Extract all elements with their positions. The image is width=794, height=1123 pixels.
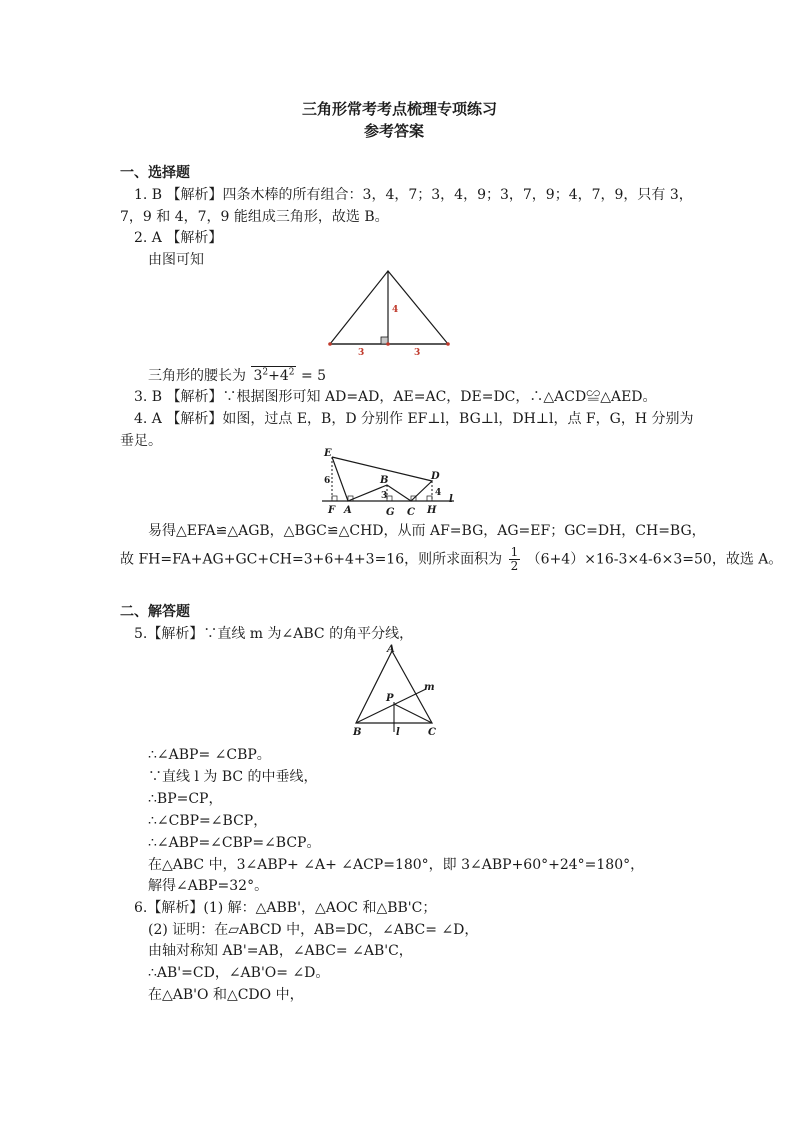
q5-step7: 解得∠ABP=32°。 — [148, 878, 269, 894]
right-base-label: 3 — [414, 348, 421, 358]
q6-line5: 在△AB'O 和△CDO 中， — [148, 987, 304, 1003]
section-answer-heading: 二、解答题 — [120, 604, 190, 620]
label-A: A — [387, 644, 395, 655]
q2-head: 2. A 【解析】 — [134, 230, 223, 246]
q1-line1: 1. B 【解析】四条木棒的所有组合：3，4，7；3，4，9；3，7，9；4，7，9，只有 3， — [134, 187, 693, 203]
label-six: 6 — [324, 476, 331, 486]
fraction-numerator: 1 — [510, 545, 519, 559]
q4-line4-suffix: （6+4）×16-3×4-6×3=50，故选 A。 — [526, 551, 783, 568]
q4-line1: 4. A 【解析】如图，过点 E，B，D 分别作 EF⊥l，BG⊥l，DH⊥l，点 F，G，H 分别为 — [134, 411, 694, 427]
q5-step2: ∵直线 l 为 BC 的中垂线， — [148, 769, 318, 785]
page-title: 三角形常考考点梳理专项练习 — [302, 100, 498, 118]
q1-line2: 7，9 和 4，7，9 能组成三角形，故选 B。 — [120, 209, 389, 225]
label-P: P — [386, 693, 394, 704]
label-three: 3 — [381, 491, 388, 501]
q2-line1: 由图可知 — [148, 252, 204, 268]
vertex-dot-foot — [386, 342, 390, 346]
angle-bisector-figure — [350, 644, 444, 738]
q5-step6: 在△ABC 中，3∠ABP+ ∠A+ ∠ACP=180°，即 3∠ABP+60°+24°=180°， — [148, 857, 645, 873]
vertex-dot-right — [446, 342, 450, 346]
section-choice-heading: 一、选择题 — [120, 165, 190, 181]
label-l: l — [449, 494, 453, 505]
page-subtitle: 参考答案 — [364, 122, 425, 140]
label-l: l — [396, 727, 400, 738]
label-G: G — [386, 507, 395, 518]
height-label: 4 — [392, 305, 399, 315]
q5-step1: ∴∠ABP= ∠CBP。 — [148, 747, 271, 763]
q4-line4-prefix: 故 FH=FA+AG+GC+CH=3+6+4+3=16，则所求面积为 — [120, 551, 503, 568]
triangle-outline — [330, 271, 448, 344]
label-four: 4 — [435, 488, 442, 498]
label-H: H — [427, 505, 437, 516]
label-C: C — [428, 727, 436, 738]
label-E: E — [324, 448, 332, 459]
vertex-dot-left — [328, 342, 332, 346]
q6-line2: (2) 证明：在▱ABCD 中，AB=DC，∠ABC= ∠D， — [148, 922, 479, 938]
q4-line3: 易得△EFA≌△AGB，△BGC≌△CHD，从而 AF=BG，AG=EF；GC=DH，CH=BG， — [148, 523, 706, 539]
q2-result — [148, 366, 326, 385]
perpendicular-feet-figure — [316, 444, 460, 518]
label-B: B — [353, 727, 362, 738]
label-C: C — [407, 507, 415, 518]
q4-line2: 垂足。 — [120, 433, 162, 449]
q2-result-suffix: = 5 — [300, 368, 327, 384]
q6-line3: 由轴对称知 AB'=AB，∠ABC= ∠AB'C， — [148, 943, 413, 959]
fraction-denominator: 2 — [510, 559, 519, 573]
q4-line4 — [120, 546, 782, 573]
half-fraction — [509, 546, 521, 573]
label-F: F — [328, 505, 336, 516]
q3-line1: 3. B 【解析】∵根据图形可知 AD=AD，AE=AC，DE=DC，∴△ACD≌△AED。 — [134, 389, 657, 405]
left-base-label: 3 — [358, 348, 365, 358]
label-B: B — [380, 475, 389, 486]
isosceles-triangle-figure — [322, 266, 456, 358]
label-A: A — [344, 505, 352, 516]
q2-result-prefix: 三角形的腰长为 — [148, 368, 246, 384]
q5-step5: ∴∠ABP=∠CBP=∠BCP。 — [148, 835, 321, 851]
sqrt-expression: $3^2+4^2$ — [253, 367, 295, 384]
label-m: m — [424, 682, 435, 693]
q6-line4: ∴AB'=CD，∠AB'O= ∠D。 — [148, 965, 330, 981]
q5-step3: ∴BP=CP， — [148, 791, 223, 807]
q5-step4: ∴∠CBP=∠BCP， — [148, 813, 268, 829]
q6-line1: 6.【解析】(1) 解：△ABB'，△AOC 和△BB'C； — [134, 900, 437, 916]
q5-line1: 5.【解析】∵直线 m 为∠ABC 的角平分线， — [134, 626, 414, 642]
label-D: D — [431, 471, 440, 482]
